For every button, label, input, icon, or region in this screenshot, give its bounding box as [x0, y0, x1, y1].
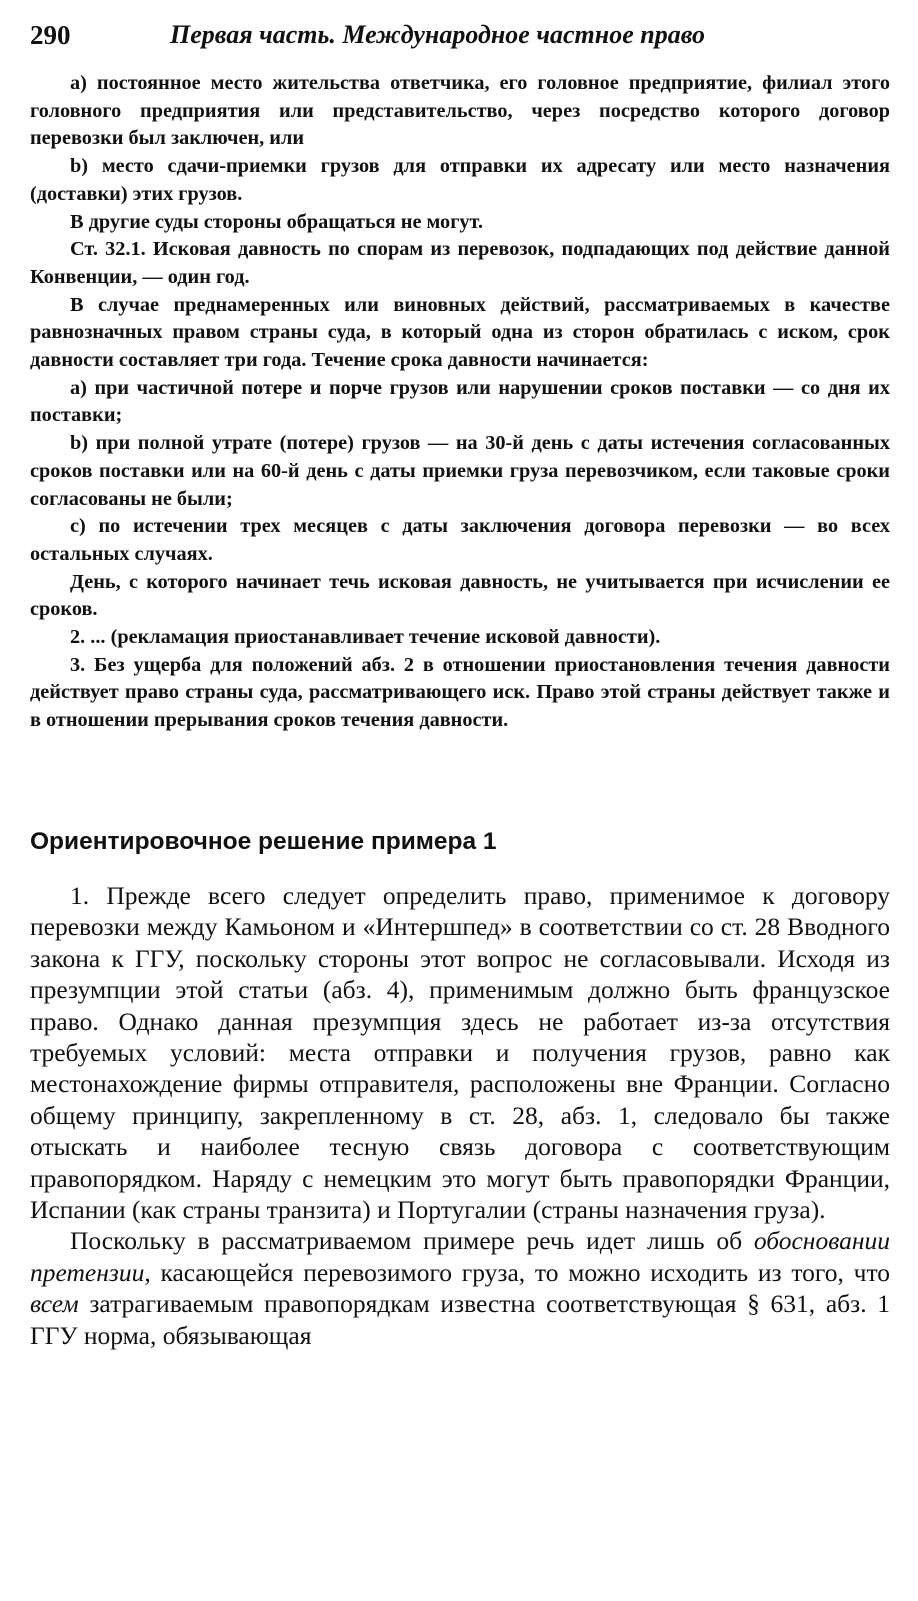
paragraph: Ст. 32.1. Исковая давность по спорам из перевозок, подпадающих под действие данной Конвенции, — один год.: [30, 238, 890, 288]
paragraph: 3. Без ущерба для положений абз. 2 в отношении приостановления течения давности действует право страны суда, рассматривающего иск. Право этой страны действует также и в отношении прерывания сроков течения давности.: [30, 653, 890, 732]
paragraph: а) при частичной потере и порче грузов или нарушении сроков поставки — со дня их поставки;: [30, 376, 890, 427]
paragraph: 2. ... (рекламация приостанавливает течение исковой давности).: [70, 626, 661, 649]
italic-emphasis: всем: [30, 1289, 79, 1319]
paragraph: В другие суды стороны обращаться не могут.: [70, 210, 484, 233]
section-heading: Ориентировочное решение примера 1: [30, 828, 497, 855]
paragraph: В случае преднамеренных или виновных действий, рассматриваемых в качестве равнозначных правом страны суда, в который одна из сторон обратилась с иском, срок давности составляет три года. Течение срока давности начинается:: [30, 293, 890, 372]
text-run: Поскольку в рассматриваемом примере речь идет лишь об: [70, 1226, 754, 1256]
text-run: затрагиваемым правопорядкам известна соответствующая § 631, абз. 1 ГГУ норма, обязывающая: [30, 1289, 890, 1350]
paragraph: с) по истечении трех месяцев с даты заключения договора перевозки — во всех остальных случаях.: [30, 515, 890, 565]
convention-text: [30, 70, 890, 735]
paragraph: День, с которого начинает течь исковая давность, не учитывается при исчислении ее сроков.: [30, 570, 890, 621]
italic-emphasis: обосновании претензии: [30, 1226, 890, 1287]
text-run: , касающейся перевозимого груза, то можно исходить из того, что: [144, 1257, 890, 1287]
page-number: 290: [30, 20, 71, 50]
paragraph: а) постоянное место жительства ответчика, его головное предприятие, филиал этого головного предприятия или представительство, через посредство которого договор перевозки был заключен, или: [30, 72, 890, 150]
paragraph: 1. Прежде всего следует определить право, применимое к договору перевозки между Камьоном и «Интершпед» в соответствии со ст. 28 Вводного закона к ГГУ, поскольку стороны этот вопрос не согласовывали. Исходя из презумпции этой статьи (абз. 4), применимым должно быть французское право. Однако данная презумпция здесь не работает из-за отсутствия требуемых условий: места отправки и получения грузов, равно как местонахождение фирмы отправителя, расположены вне Франции. Согласно общему принципу, закрепленному в ст. 28, абз. 1, следовало бы также отыскать и наиболее тесную связь договора с соответствующим правопорядком. Наряду с немецким это могут быть правопорядки Франции, Испании (как страны транзита) и Португалии (страны назначения груза).: [30, 881, 890, 1225]
solution-text: [30, 880, 890, 1351]
page-header: [30, 16, 888, 56]
paragraph: b) место сдачи-приемки грузов для отправки их адресату или место назначения (доставки) этих грузов.: [30, 155, 890, 205]
paragraph: [30, 1225, 890, 1351]
paragraph: b) при полной утрате (потере) грузов — на 30-й день с даты истечения согласованных сроков поставки или на 60-й день с даты приемки груза перевозчиком, если таковые сроки согласованы не были;: [30, 432, 890, 510]
running-title: Первая часть. Международное частное право: [170, 20, 705, 49]
